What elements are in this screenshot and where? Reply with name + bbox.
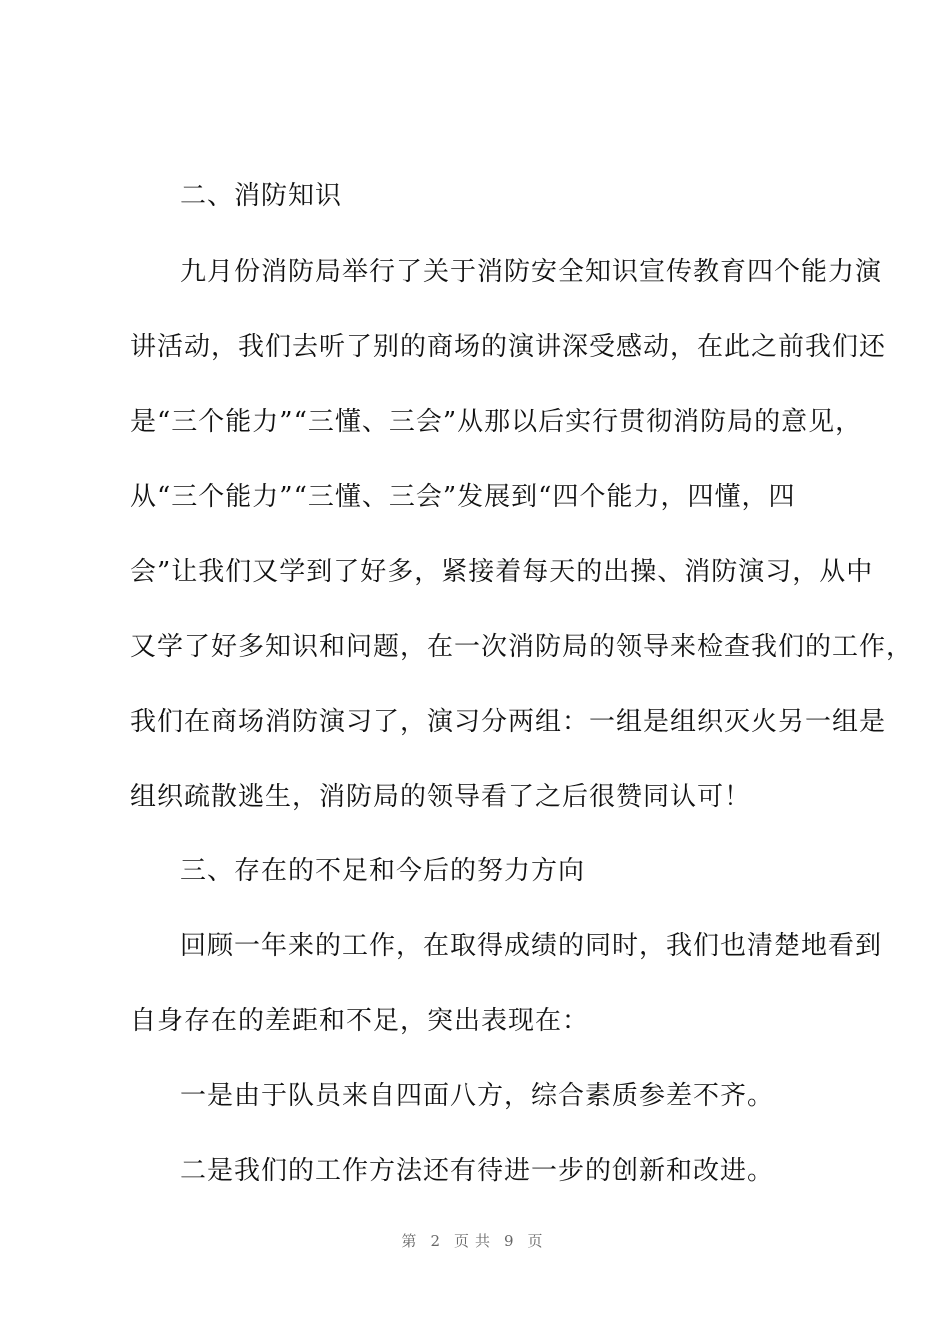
paragraph-line: 我们在商场消防演习了，演习分两组：一组是组织灭火另一组是 [130,707,887,737]
paragraph-line: 九月份消防局举行了关于消防安全知识宣传教育四个能力演 [180,257,883,287]
footer-current-page: 2 [430,1232,446,1250]
paragraph-line: 自身存在的差距和不足，突出表现在： [130,1006,590,1036]
footer-total-pages: 9 [504,1232,520,1250]
footer-middle: 页共 [453,1232,496,1250]
paragraph-line: 会”让我们又学到了好多，紧接着每天的出操、消防演习，从中 [130,557,874,587]
footer-suffix: 页 [527,1232,549,1250]
page-footer [0,1230,950,1251]
paragraph-line: 组织疏散逃生，消防局的领导看了之后很赞同认可！ [130,782,752,812]
paragraph-line: 从“三个能力”“三懂、三会”发展到“四个能力，四懂，四 [130,482,796,512]
section-heading: 二、消防知识 [180,181,343,211]
footer-prefix: 第 [401,1232,423,1250]
section-heading: 三、存在的不足和今后的努力方向 [180,856,586,886]
paragraph-line: 一是由于队员来自四面八方，综合素质参差不齐。 [180,1081,775,1111]
paragraph-line: 二是我们的工作方法还有待进一步的创新和改进。 [180,1156,775,1186]
paragraph-line: 是“三个能力”“三懂、三会”从那以后实行贯彻消防局的意见， [130,407,863,437]
paragraph-line: 又学了好多知识和问题，在一次消防局的领导来检查我们的工作， [130,632,914,662]
paragraph-line: 回顾一年来的工作，在取得成绩的同时，我们也清楚地看到 [180,931,883,961]
paragraph-line: 讲活动，我们去听了别的商场的演讲深受感动，在此之前我们还 [130,332,887,362]
